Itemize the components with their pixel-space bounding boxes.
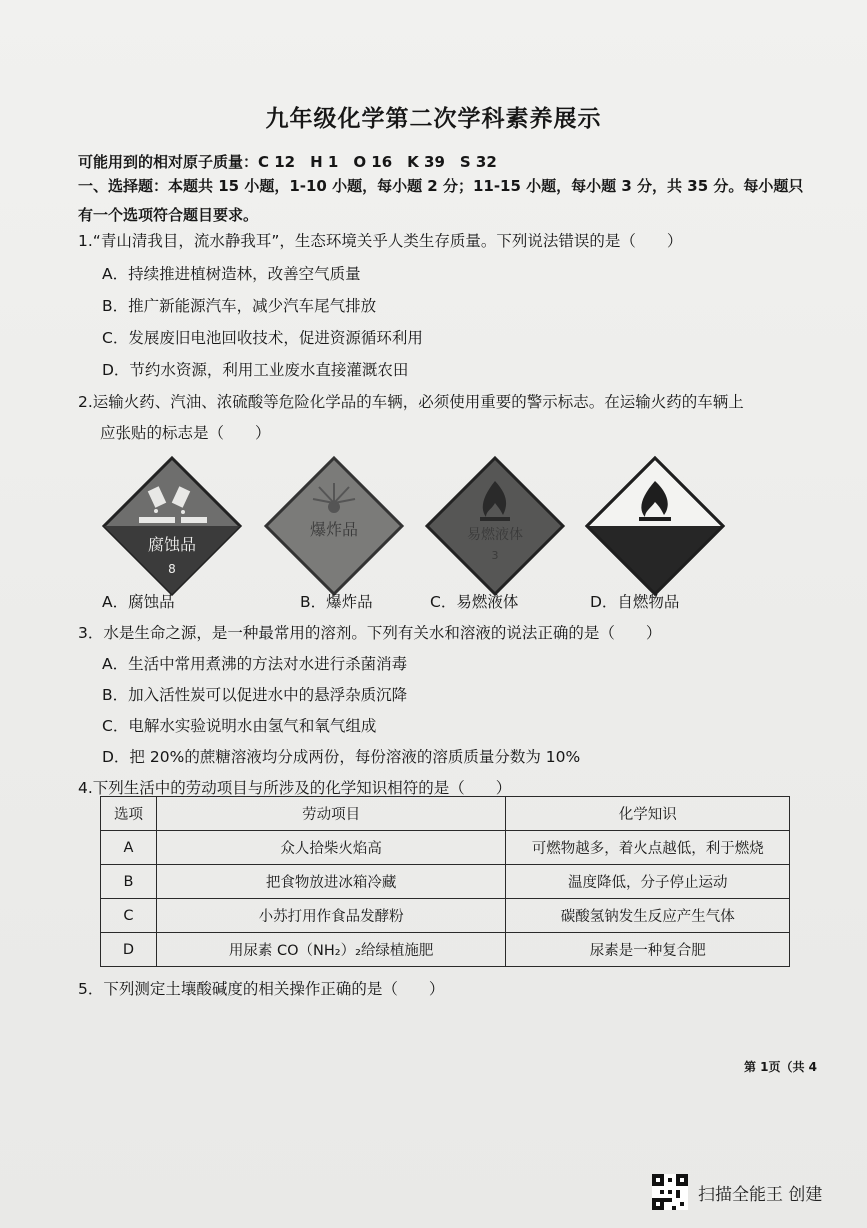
sign-flammable-liquid-class: 3 xyxy=(491,549,499,562)
table-cell: 小苏打用作食品发酵粉 xyxy=(156,899,505,933)
table-header: 选项 xyxy=(101,797,157,831)
page-title: 九年级化学第二次学科素养展示 xyxy=(265,106,602,132)
q2-stem-line1: 2.运输火药、汽油、浓硫酸等危险化学品的车辆，必须使用重要的警示标志。在运输火药的车辆上 xyxy=(78,393,744,411)
table-header: 劳动项目 xyxy=(156,797,505,831)
table-cell: B xyxy=(101,865,157,899)
table-cell: 尿素是一种复合肥 xyxy=(506,933,790,967)
q3-stem: 3．水是生命之源，是一种最常用的溶剂。下列有关水和溶液的说法正确的是（ ） xyxy=(78,624,662,642)
table-row xyxy=(101,831,790,865)
table-row xyxy=(101,865,790,899)
sign-corrosive-class: 8 xyxy=(168,562,176,576)
section-one-instructions: 一、选择题：本题共 15 小题，1-10 小题，每小题 2 分；11-15 小题，每小题 3 分，共 35 分。每小题只有一个选项符合题目要求。 xyxy=(78,177,804,224)
q5-stem: 5．下列测定土壤酸碱度的相关操作正确的是（ ） xyxy=(78,980,445,998)
table-row xyxy=(101,933,790,967)
atomic-masses: 可能用到的相对原子质量：C 12 H 1 O 16 K 39 S 32 xyxy=(78,153,497,171)
table-cell: 可燃物越多，着火点越低，利于燃烧 xyxy=(506,831,790,865)
sign-explosive xyxy=(263,455,405,597)
q2-stem-line2: 应张贴的标志是（ ） xyxy=(100,424,271,442)
q1-stem: 1.“青山清我目，流水静我耳”，生态环境关乎人类生存质量。下列说法错误的是（ ） xyxy=(78,232,683,250)
sign-spontaneous-combustion xyxy=(584,455,726,597)
q3-option-b: B．加入活性炭可以促进水中的悬浮杂质沉降 xyxy=(102,686,408,704)
sign-corrosive-label: 腐蚀品 xyxy=(147,535,197,554)
table-cell: D xyxy=(101,933,157,967)
sign-flammable-liquid-label: 易燃液体 xyxy=(467,527,523,543)
table-header-row xyxy=(101,797,790,831)
q2-option-b: B．爆炸品 xyxy=(300,593,373,611)
table-row xyxy=(101,899,790,933)
table-cell: 把食物放进冰箱冷藏 xyxy=(156,865,505,899)
table-cell: 温度降低，分子停止运动 xyxy=(506,865,790,899)
q2-option-d: D．自燃物品 xyxy=(590,593,680,611)
q3-option-d: D．把 20%的蔗糖溶液均分成两份，每份溶液的溶质质量分数为 10% xyxy=(102,748,581,766)
table-cell: 碳酸氢钠发生反应产生气体 xyxy=(506,899,790,933)
q4-stem: 4.下列生活中的劳动项目与所涉及的化学知识相符的是（ ） xyxy=(78,779,512,797)
table-header: 化学知识 xyxy=(506,797,790,831)
q2-option-c: C．易燃液体 xyxy=(430,593,519,611)
q3-option-c: C．电解水实验说明水由氢气和氧气组成 xyxy=(102,717,377,735)
page-footer: 第 1页（共 4 xyxy=(743,1060,817,1074)
q1-option-b: B．推广新能源汽车，减少汽车尾气排放 xyxy=(102,297,377,315)
sign-corrosive xyxy=(101,455,243,597)
table-cell: A xyxy=(101,831,157,865)
sign-flammable-liquid xyxy=(424,455,566,597)
q1-option-d: D．节约水资源，利用工业废水直接灌溉农田 xyxy=(102,361,409,379)
q1-option-c: C．发展废旧电池回收技术，促进资源循环利用 xyxy=(102,329,423,347)
scanner-watermark: 扫描全能王 创建 xyxy=(698,1185,823,1205)
table-cell: 用尿素 CO（NH₂）₂给绿植施肥 xyxy=(156,933,505,967)
table-cell: C xyxy=(101,899,157,933)
table-cell: 众人拾柴火焰高 xyxy=(156,831,505,865)
q1-option-a: A．持续推进植树造林，改善空气质量 xyxy=(102,265,361,283)
q3-option-a: A．生活中常用煮沸的方法对水进行杀菌消毒 xyxy=(102,655,408,673)
q2-option-a: A．腐蚀品 xyxy=(102,593,175,611)
q4-table xyxy=(100,796,790,967)
sign-explosive-label: 爆炸品 xyxy=(309,520,359,539)
qr-code-icon xyxy=(652,1174,688,1210)
